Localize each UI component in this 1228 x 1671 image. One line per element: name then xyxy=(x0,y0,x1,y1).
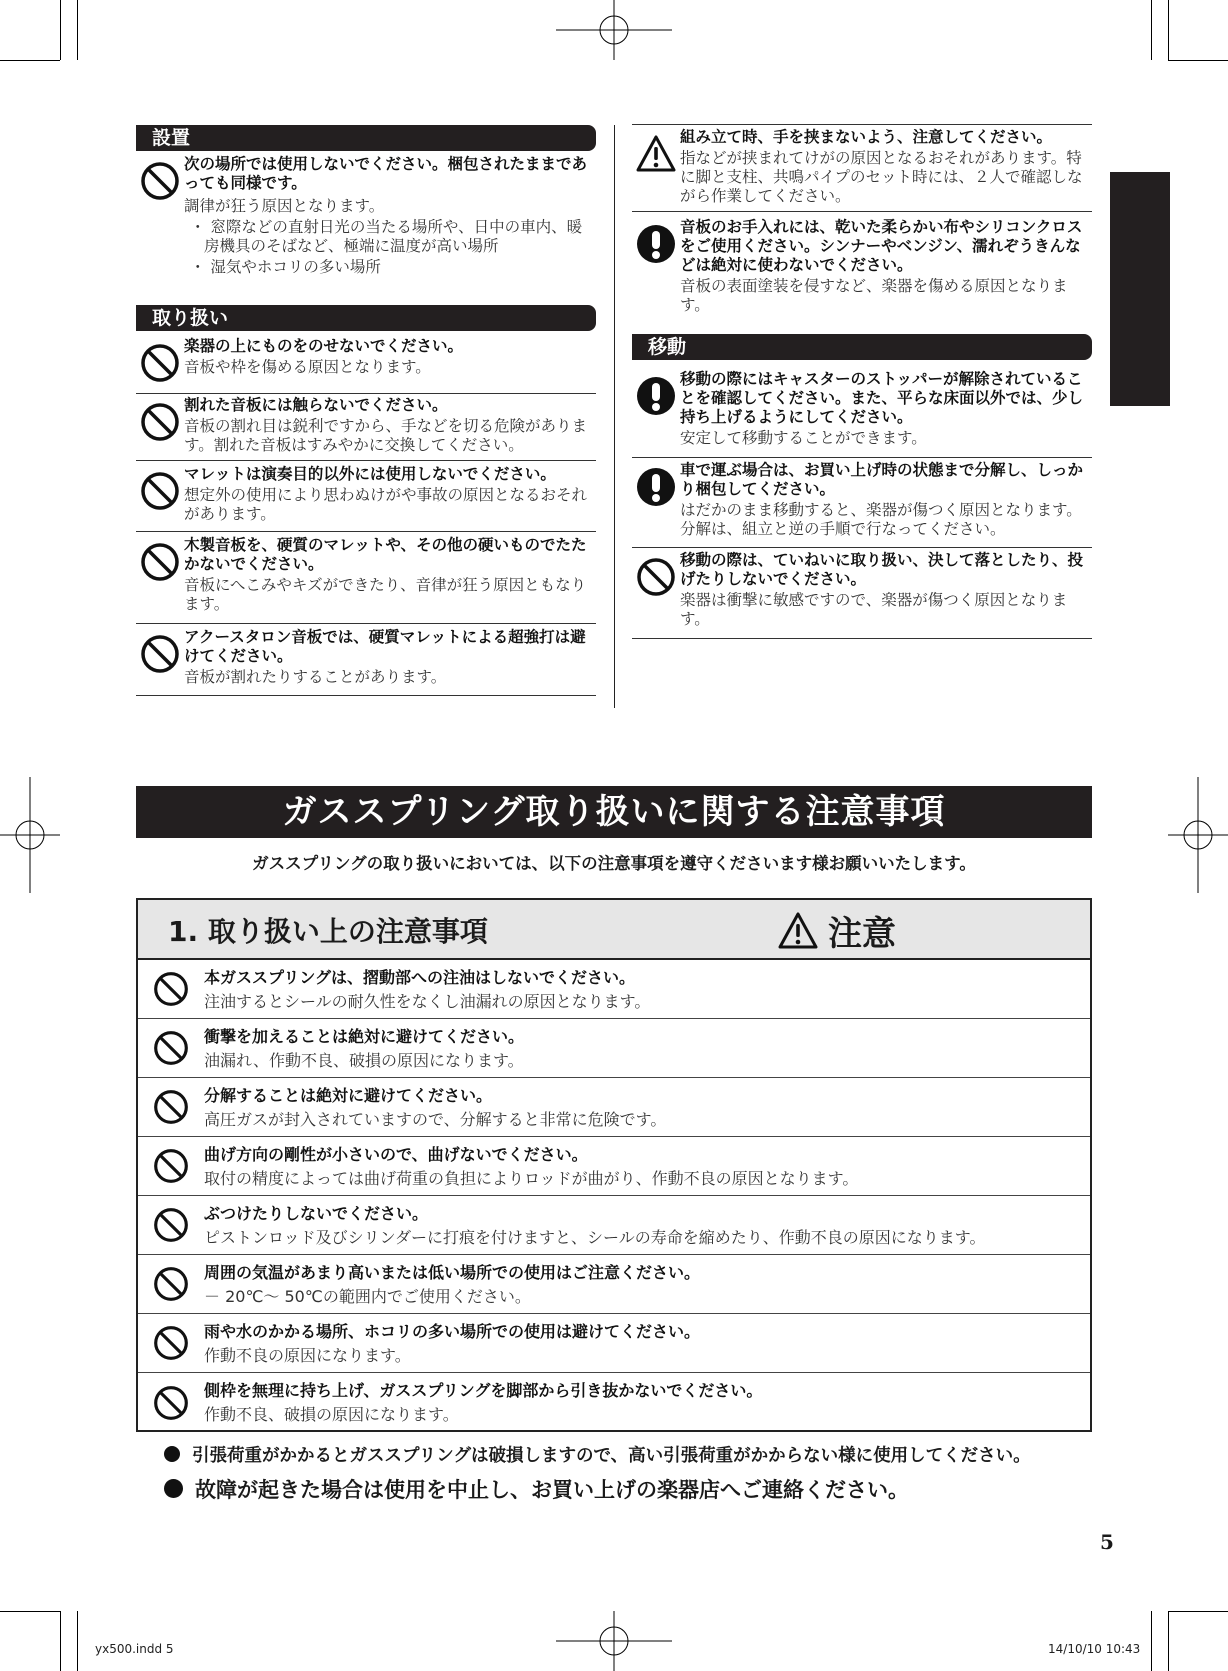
bullet-item: ・ 湿気やホコリの多い場所 xyxy=(190,258,381,276)
bullet-item: ・ 窓際などの直射日光の当たる場所や、日中の車内、暖房機具のそばなど、極端に温度が高い場所 xyxy=(190,218,583,255)
item-desc: 安定して移動することができます。 xyxy=(680,429,927,447)
top-rule xyxy=(632,124,1092,125)
list-item xyxy=(632,370,1092,458)
registration-mark-left xyxy=(0,777,60,893)
prohibition-icon xyxy=(153,1385,189,1421)
row-title: 曲げ方向の剛性が小さいので、曲げないでください。 xyxy=(204,1144,588,1164)
prohibition-icon xyxy=(140,542,180,582)
list-item xyxy=(632,461,1092,548)
table-header xyxy=(138,900,1090,960)
item-desc: 調律が狂う原因となります。 xyxy=(184,197,385,215)
item-desc: 音板や枠を傷める原因となります。 xyxy=(184,358,431,376)
table-row xyxy=(138,1019,1090,1078)
section-heading-moving: 移動 xyxy=(632,334,1092,360)
list-item xyxy=(136,628,596,696)
caution-label: 注意 xyxy=(828,914,896,954)
page-number: 5 xyxy=(1100,1530,1114,1554)
prohibition-icon xyxy=(153,1207,189,1243)
list-item xyxy=(632,551,1092,639)
crop-mark xyxy=(1168,1611,1228,1612)
prohibition-icon xyxy=(153,1089,189,1125)
item-desc: 音板が割れたりすることがあります。 xyxy=(184,668,447,686)
footer-file: yx500.indd 5 xyxy=(95,1642,174,1656)
table-row xyxy=(138,1314,1090,1373)
bullet-dot-icon xyxy=(164,1446,180,1462)
list-item xyxy=(136,536,596,624)
item-title: 車で運ぶ場合は、お買い上げ時の状態まで分解し、しっかり梱包してください。 xyxy=(680,461,1084,498)
mandatory-exclamation-icon xyxy=(636,224,676,264)
row-title: 周囲の気温があまり高いまたは低い場所での使用はご注意ください。 xyxy=(204,1262,701,1282)
mandatory-exclamation-icon xyxy=(636,467,676,507)
list-item xyxy=(632,128,1092,212)
crop-mark xyxy=(1151,0,1152,60)
item-title: 移動の際は、ていねいに取り扱い、決して落としたり、投げたりしないでください。 xyxy=(680,551,1084,588)
prohibition-icon xyxy=(140,402,180,442)
prohibition-icon xyxy=(140,161,180,201)
note-text: 引張荷重がかかるとガススプリングは破損しますので、高い引張荷重がかからない様に使用してください。 xyxy=(192,1446,1031,1466)
item-title: 組み立て時、手を挟まないよう、注意してください。 xyxy=(680,128,1053,146)
prohibition-icon xyxy=(153,1325,189,1361)
list-item xyxy=(136,465,596,532)
crop-mark xyxy=(1168,1611,1169,1671)
item-title: 移動の際にはキャスターのストッパーが解除されていることを確認してください。また、平らな床面以外では、少し持ち上げるようにしてください。 xyxy=(680,370,1084,426)
crop-mark xyxy=(0,1611,60,1612)
item-desc: 楽器は衝撃に敏感ですので、楽器が傷つく原因となります。 xyxy=(680,591,1068,628)
row-title: 分解することは絶対に避けてください。 xyxy=(204,1085,493,1105)
crop-mark xyxy=(1168,60,1228,61)
prohibition-icon xyxy=(153,1030,189,1066)
row-title: 雨や水のかかる場所、ホコリの多い場所での使用は避けてください。 xyxy=(204,1321,701,1341)
row-desc: ピストンロッド及びシリンダーに打痕を付けますと、シールの寿命を縮めたり、作動不良の原因になります。 xyxy=(204,1227,986,1247)
item-title: 割れた音板には触らないでください。 xyxy=(184,396,448,414)
list-item xyxy=(136,155,596,295)
footer-timestamp: 14/10/10 10:43 xyxy=(1048,1642,1141,1656)
warning-triangle-icon xyxy=(636,134,676,174)
item-title: マレットは演奏目的以外には使用しないでください。 xyxy=(184,465,556,483)
row-desc: 高圧ガスが封入されていますので、分解すると非常に危険です。 xyxy=(204,1109,667,1129)
table-heading: 1. 取り扱い上の注意事項 xyxy=(168,915,488,948)
crop-mark xyxy=(1168,0,1169,60)
gas-spring-subtitle: ガススプリングの取り扱いにおいては、以下の注意事項を遵守くださいます様お願いいたします。 xyxy=(252,854,976,873)
column-divider xyxy=(614,125,615,708)
row-desc: 取付の精度によっては曲げ荷重の負担によりロッドが曲がり、作動不良の原因となります。 xyxy=(204,1168,859,1188)
registration-mark-bottom xyxy=(556,1611,672,1671)
list-item xyxy=(136,396,596,461)
row-title: ぶつけたりしないでください。 xyxy=(204,1203,429,1223)
section-heading-setup: 設置 xyxy=(136,125,596,151)
warning-triangle-icon xyxy=(778,911,818,951)
item-title: 音板のお手入れには、乾いた柔らかい布やシリコンクロスをご使用ください。シンナーやベンジン、濡れぞうきんなどは絶対に使わないでください。 xyxy=(680,218,1083,274)
prohibition-icon xyxy=(140,634,180,674)
item-desc: 指などが挟まれてけがの原因となるおそれがあります。特に脚と支柱、共鳴パイプのセット時には、２人で確認しながら作業してください。 xyxy=(680,149,1083,205)
gas-spring-title: ガススプリング取り扱いに関する注意事項 xyxy=(136,786,1092,838)
section-heading-handling: 取り扱い xyxy=(136,305,596,331)
crop-mark xyxy=(1151,1611,1152,1671)
note-item xyxy=(164,1474,909,1504)
item-desc: 音板の割れ目は鋭利ですから、手などを切る危険があります。割れた音板はすみやかに交換してください。 xyxy=(184,417,588,454)
item-title: 次の場所では使用しないでください。梱包されたままであっても同様です。 xyxy=(184,155,588,192)
row-desc: － 20℃～ 50℃の範囲内でご使用ください。 xyxy=(204,1286,531,1306)
prohibition-icon xyxy=(153,1148,189,1184)
row-desc: 油漏れ、作動不良、破損の原因になります。 xyxy=(204,1050,524,1070)
list-item xyxy=(632,218,1092,324)
item-title: 木製音板を、硬質のマレットや、その他の硬いものでたたかないでください。 xyxy=(184,536,587,573)
crop-mark xyxy=(77,0,78,60)
side-tab xyxy=(1110,172,1170,406)
mandatory-exclamation-icon xyxy=(636,376,676,416)
prohibition-icon xyxy=(636,557,676,597)
list-item xyxy=(136,337,596,394)
table-row xyxy=(138,960,1090,1019)
registration-mark-right xyxy=(1168,777,1228,893)
table-row xyxy=(138,1196,1090,1255)
item-desc: 想定外の使用により思わぬけがや事故の原因となるおそれがあります。 xyxy=(184,486,588,523)
row-title: 本ガススプリングは、摺動部への注油はしないでください。 xyxy=(204,967,636,987)
note-text: 故障が起きた場合は使用を中止し、お買い上げの楽器店へご連絡ください。 xyxy=(195,1478,909,1502)
item-desc: はだかのまま移動すると、楽器が傷つく原因となります。分解は、組立と逆の手順で行なってください。 xyxy=(680,501,1082,538)
crop-mark xyxy=(77,1611,78,1671)
row-desc: 作動不良の原因になります。 xyxy=(204,1345,411,1365)
item-desc: 音板にへこみやキズができたり、音律が狂う原因ともなります。 xyxy=(184,576,587,613)
item-title: アクースタロン音板では、硬質マレットによる超強打は避けてください。 xyxy=(184,628,586,665)
note-item xyxy=(164,1442,1031,1467)
row-desc: 作動不良、破損の原因になります。 xyxy=(204,1405,459,1424)
caution-label-group xyxy=(778,906,896,955)
row-title: 衝撃を加えることは絶対に避けてください。 xyxy=(204,1026,525,1046)
bullet-dot-icon xyxy=(164,1479,183,1498)
table-row xyxy=(138,1078,1090,1137)
row-title: 側枠を無理に持ち上げ、ガススプリングを脚部から引き抜かないでください。 xyxy=(204,1381,763,1400)
crop-mark xyxy=(60,1611,61,1671)
crop-mark xyxy=(0,60,60,61)
table-row xyxy=(138,1255,1090,1314)
prohibition-icon xyxy=(140,471,180,511)
prohibition-icon xyxy=(140,343,180,383)
table-row xyxy=(138,1137,1090,1196)
prohibition-icon xyxy=(153,971,189,1007)
crop-mark xyxy=(60,0,61,60)
registration-mark-top xyxy=(556,0,672,60)
gas-spring-table xyxy=(136,898,1092,1432)
item-desc: 音板の表面塗装を侵すなど、楽器を傷める原因となります。 xyxy=(680,277,1068,314)
row-desc: 注油するとシールの耐久性をなくし油漏れの原因となります。 xyxy=(204,991,651,1011)
prohibition-icon xyxy=(153,1266,189,1302)
item-title: 楽器の上にものをのせないでください。 xyxy=(184,337,464,355)
table-row xyxy=(138,1373,1090,1432)
